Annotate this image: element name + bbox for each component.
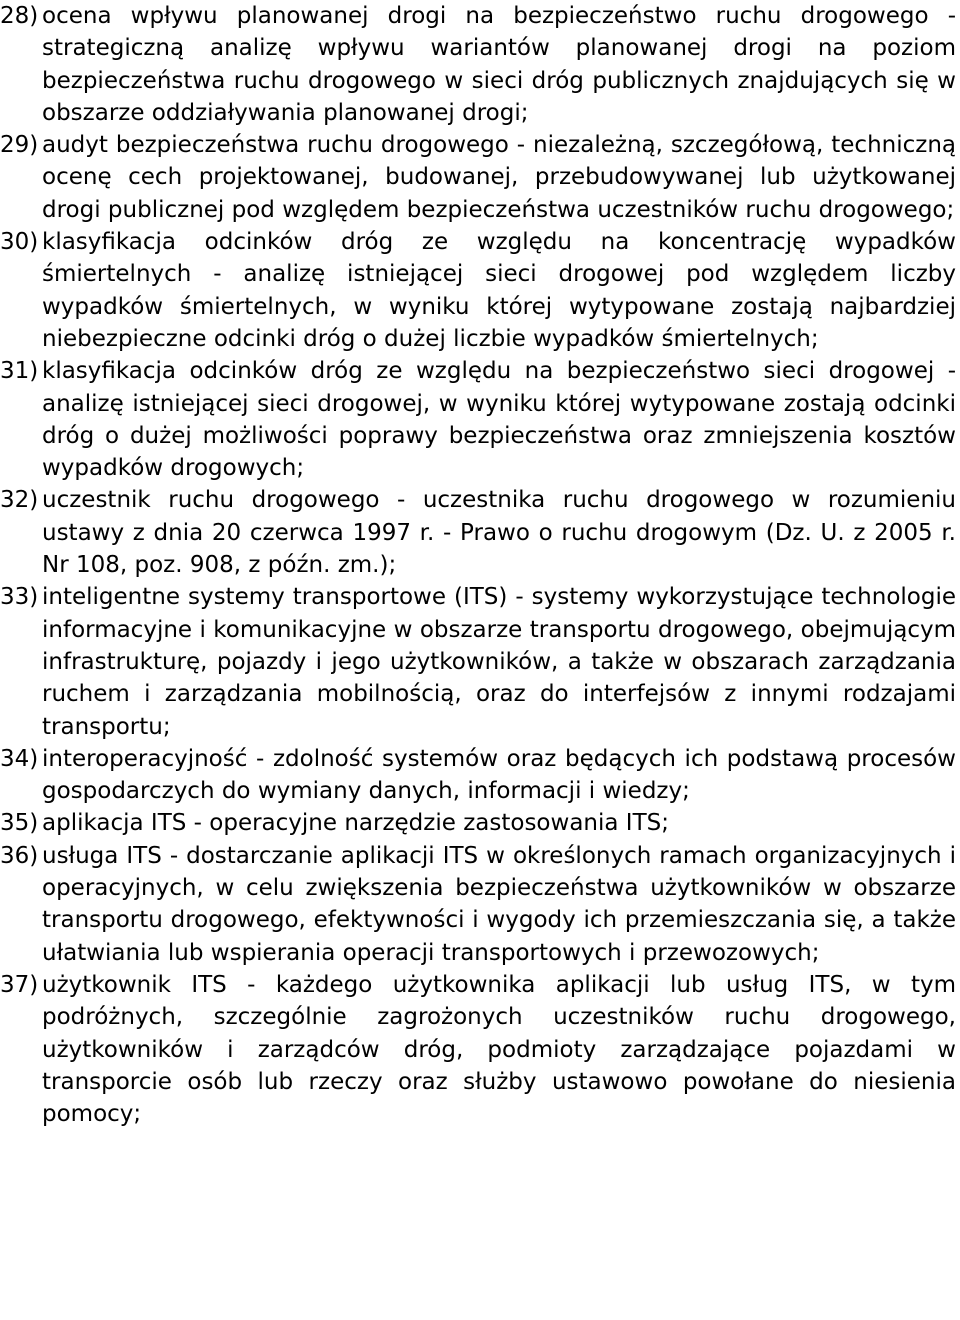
item-number: 30) <box>0 229 39 256</box>
definition-item-28 <box>0 0 960 129</box>
item-text: aplikacja ITS - operacyjne narzędzie zastosowania ITS; <box>42 810 669 837</box>
definition-item-32 <box>0 484 960 581</box>
item-text: inteligentne systemy transportowe (ITS) - systemy wykorzystujące technologie informacyjne i komunikacyjne w obszarze transportu drogowego, obejmującym infrastrukturę, pojazdy i jego użytkowników, a także w obszarach zarządzania ruchem i zarządzania mobilnością, oraz do interfejsów z innymi rodzajami transportu; <box>42 584 956 740</box>
item-text: użytkownik ITS - każdego użytkownika aplikacji lub usług ITS, w tym podróżnych, szczególnie zagrożonych uczestników ruchu drogowego, użytkowników i zarządców dróg, podmioty zarządzające pojazdami w transporcie osób lub rzeczy oraz służby ustawowo powołane do niesienia pomocy; <box>42 971 956 1128</box>
item-text: usługa ITS - dostarczanie aplikacji ITS w określonych ramach organizacyjnych i operacyjnych, w celu zwiększenia bezpieczeństwa użytkowników w obszarze transportu drogowego, efektywności i wygody ich przemieszczania się, a także ułatwiania lub wspierania operacji transportowych i przewozowych; <box>42 842 956 966</box>
item-number: 35) <box>0 810 39 837</box>
definition-item-31 <box>0 355 960 484</box>
definition-item-33 <box>0 581 960 742</box>
definition-item-29 <box>0 129 960 226</box>
item-number: 32) <box>0 487 39 514</box>
item-number: 33) <box>0 584 39 611</box>
definition-item-34 <box>0 743 960 808</box>
item-text: audyt bezpieczeństwa ruchu drogowego - niezależną, szczegółową, techniczną ocenę cech projektowanej, budowanej, przebudowywanej lub użytkowanej drogi publicznej pod względem bezpieczeństwa uczestników ruchu drogowego; <box>42 132 956 223</box>
item-number: 31) <box>0 358 39 385</box>
item-text: ocena wpływu planowanej drogi na bezpieczeństwo ruchu drogowego - strategiczną analizę wpływu wariantów planowanej drogi na poziom bezpieczeństwa ruchu drogowego w sieci dróg publicznych znajdujących się w obszarze oddziaływania planowanej drogi; <box>42 3 956 126</box>
item-text: uczestnik ruchu drogowego - uczestnika ruchu drogowego w rozumieniu ustawy z dnia 20 czerwca 1997 r. - Prawo o ruchu drogowym (Dz. U. z 2005 r. Nr 108, poz. 908, z późn. zm.); <box>42 487 956 579</box>
item-number: 36) <box>0 842 39 869</box>
definition-item-36 <box>0 840 960 969</box>
item-number: 34) <box>0 745 39 772</box>
definition-item-37 <box>0 969 960 1130</box>
item-text: interoperacyjność - zdolność systemów oraz będących ich podstawą procesów gospodarczych do wymiany danych, informacji i wiedzy; <box>42 745 956 805</box>
definition-item-30 <box>0 226 960 355</box>
item-number: 29) <box>0 132 39 159</box>
item-text: klasyfikacja odcinków dróg ze względu na koncentrację wypadków śmiertelnych - analizę istniejącej sieci drogowej pod względem liczby wypadków śmiertelnych, w wyniku której wytypowane zostają najbardziej niebezpieczne odcinki dróg o dużej liczbie wypadków śmiertelnych; <box>42 229 956 352</box>
definition-item-35 <box>0 807 960 839</box>
item-number: 28) <box>0 3 39 29</box>
item-number: 37) <box>0 971 39 998</box>
item-text: klasyfikacja odcinków dróg ze względu na bezpieczeństwo sieci drogowej - analizę istniejącej sieci drogowej, w wyniku której wytypowane zostają odcinki dróg o dużej możliwości poprawy bezpieczeństwa oraz zmniejszenia kosztów wypadków drogowych; <box>42 358 956 482</box>
